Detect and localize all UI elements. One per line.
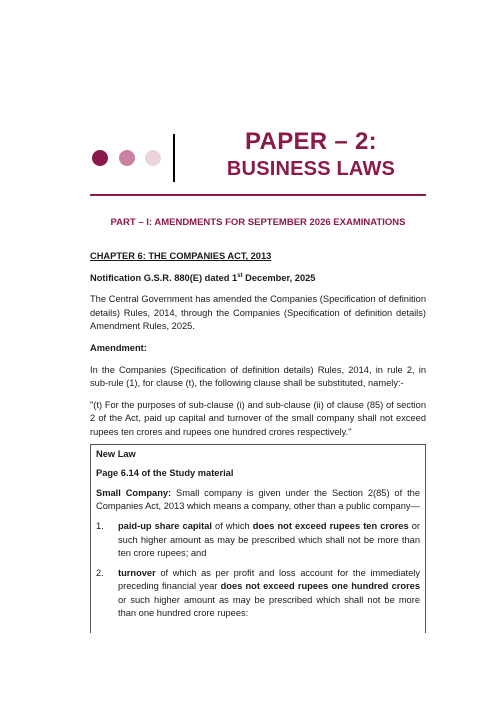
header-rule	[90, 194, 426, 196]
item-text-1: of which as per profit and loss account for the immediately preceding financial year	[118, 567, 420, 592]
notification-prefix: Notification G.S.R. 880(E) dated 1	[90, 272, 238, 283]
item-text-1: of which	[211, 520, 253, 531]
amendment-label: Amendment:	[90, 342, 147, 353]
part-heading: PART – I: AMENDMENTS FOR SEPTEMBER 2026 EXAMINATIONS	[110, 217, 406, 228]
new-law-label: New Law	[96, 448, 136, 459]
item-text-2: or such higher amount as may be prescribed which shall not be more than one hundred crore rupees:	[118, 594, 420, 619]
notification-heading	[90, 272, 426, 286]
intro-paragraph: The Central Government has amended the Companies (Specification of definition details) Rules, 2014, through the Companies (Specification of definition details) Amendment Rules, 2025.	[90, 294, 426, 332]
new-law-box	[90, 444, 426, 634]
criteria-list	[96, 520, 420, 621]
paper-title: PAPER – 2:	[245, 128, 377, 155]
dot-medium-icon	[119, 150, 135, 166]
list-number: 1.	[96, 520, 104, 531]
list-item	[96, 520, 420, 561]
item-bold-2: does not exceed rupees one hundred crores	[220, 581, 421, 592]
amendment-quote: "(t) For the purposes of sub-clause (i) and sub-clause (ii) of clause (85) of section 2 of the Act, paid up capital and turnover of the small company shall not exceed rupees ten crores and rupees one hundred crores respectively."	[90, 399, 426, 437]
small-company-label: Small Company:	[96, 487, 172, 498]
item-text-2: or such higher amount as may be prescribed which shall not be more than ten crore rupees; and	[118, 520, 420, 559]
page-reference: Page 6.14 of the Study material	[96, 468, 234, 479]
small-company-definition	[96, 487, 420, 514]
list-item	[96, 567, 420, 621]
document-body	[90, 250, 426, 633]
chapter-heading: CHAPTER 6: THE COMPANIES ACT, 2013	[90, 251, 272, 261]
dot-light-icon	[145, 150, 161, 166]
dot-dark-icon	[92, 150, 108, 166]
small-company-text: Small company is given under the Section 2(85) of the Companies Act, 2013 which means a company, other than a public company—	[96, 487, 420, 512]
list-number: 2.	[96, 567, 104, 578]
item-bold-2: does not exceed rupees ten crores	[252, 520, 409, 531]
item-bold-1: paid-up share capital	[118, 520, 212, 531]
paper-subtitle: BUSINESS LAWS	[226, 158, 396, 180]
notification-suffix: December, 2025	[242, 272, 316, 283]
item-bold-1: turnover	[118, 567, 156, 578]
header-divider	[173, 134, 175, 182]
amendment-paragraph: In the Companies (Specification of definition details) Rules, 2014, in rule 2, in sub-rule (1), for clause (t), the following clause shall be substituted, namely:-	[90, 364, 426, 389]
notification-sup: st	[237, 272, 243, 279]
